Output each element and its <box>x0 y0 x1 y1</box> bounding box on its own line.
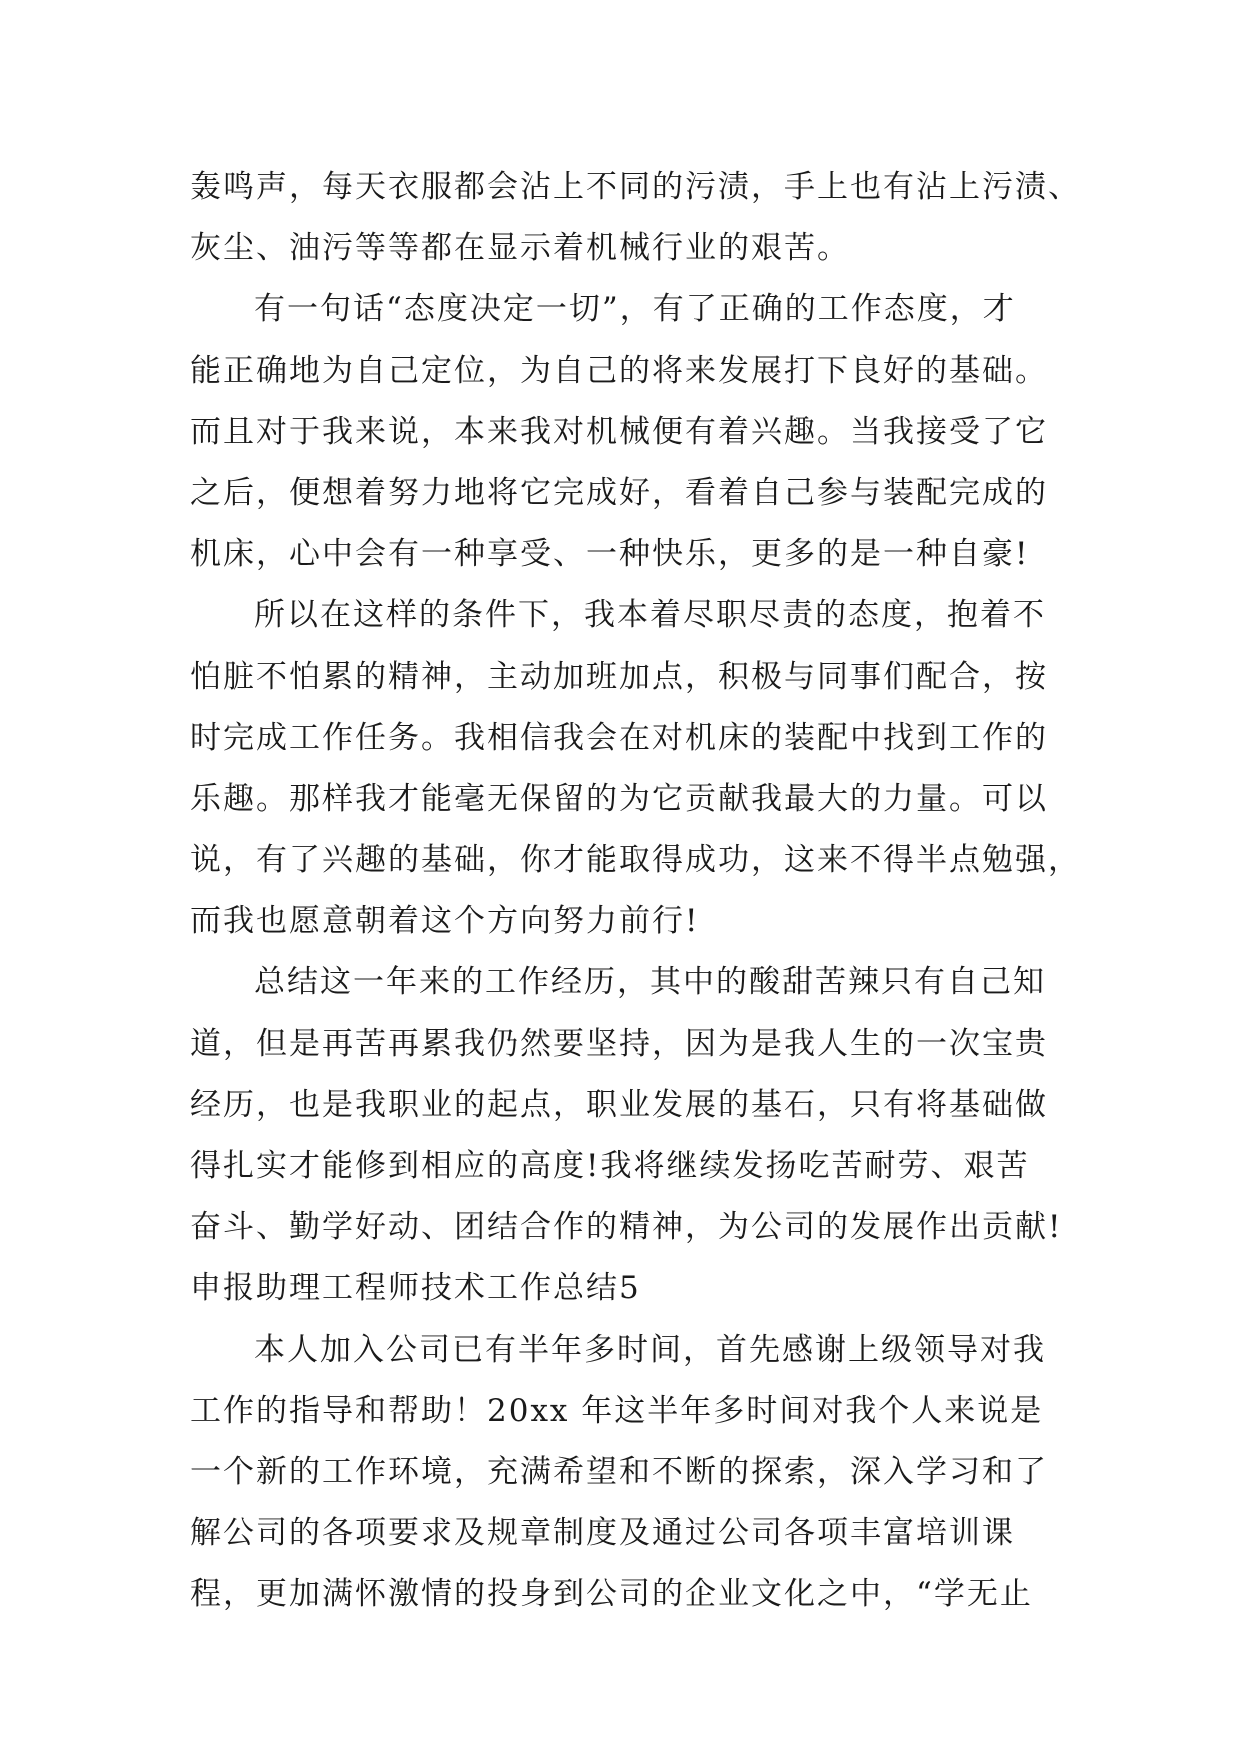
paragraph-start-line: 所以在这样的条件下，我本着尽职尽责的态度，抱着不 <box>254 597 1046 634</box>
text-line: 时完成工作任务。我相信我会在对机床的装配中找到工作的 <box>190 719 1048 756</box>
paragraph-start-line: 总结这一年来的工作经历，其中的酸甜苦辣只有自己知 <box>254 964 1046 1001</box>
text-line: 解公司的各项要求及规章制度及通过公司各项丰富培训课 <box>190 1515 1015 1552</box>
text-line: 能正确地为自己定位，为自己的将来发展打下良好的基础。 <box>190 352 1048 389</box>
text-line: 机床，心中会有一种享受、一种快乐，更多的是一种自豪! <box>190 536 1030 573</box>
text-line: 灰尘、油污等等都在显示着机械行业的艰苦。 <box>190 230 850 267</box>
text-line: 而我也愿意朝着这个方向努力前行! <box>190 903 700 940</box>
document-body <box>190 157 1081 1626</box>
text-line: 工作的指导和帮助！20xx 年这半年多时间对我个人来说是 <box>190 1392 1044 1429</box>
section-heading: 申报助理工程师技术工作总结5 <box>190 1270 641 1307</box>
text-line: 道，但是再苦再累我仍然要坚持，因为是我人生的一次宝贵 <box>190 1025 1048 1062</box>
text-line: 说，有了兴趣的基础，你才能取得成功，这来不得半点勉强， <box>190 842 1081 879</box>
paragraph-start-line: 有一句话“态度决定一切”，有了正确的工作态度，才 <box>254 291 1016 328</box>
text-line: 奋斗、勤学好动、团结合作的精神，为公司的发展作出贡献! <box>190 1209 1063 1246</box>
text-line: 乐趣。那样我才能毫无保留的为它贡献我最大的力量。可以 <box>190 780 1048 817</box>
text-line: 程，更加满怀激情的投身到公司的企业文化之中，“学无止 <box>190 1576 1033 1613</box>
text-line: 一个新的工作环境，充满希望和不断的探索，深入学习和了 <box>190 1453 1048 1490</box>
text-line: 得扎实才能修到相应的高度!我将继续发扬吃苦耐劳、艰苦 <box>190 1148 1030 1184</box>
text-line: 怕脏不怕累的精神，主动加班加点，积极与同事们配合，按 <box>190 658 1048 695</box>
text-line: 经历，也是我职业的起点，职业发展的基石，只有将基础做 <box>190 1086 1048 1123</box>
text-line: 而且对于我来说，本来我对机械便有着兴趣。当我接受了它 <box>190 413 1048 450</box>
paragraph-start-line: 本人加入公司已有半年多时间，首先感谢上级领导对我 <box>254 1331 1046 1368</box>
text-line: 之后，便想着努力地将它完成好，看着自己参与装配完成的 <box>190 474 1048 511</box>
text-line: 轰鸣声，每天衣服都会沾上不同的污渍，手上也有沾上污渍、 <box>190 169 1081 205</box>
